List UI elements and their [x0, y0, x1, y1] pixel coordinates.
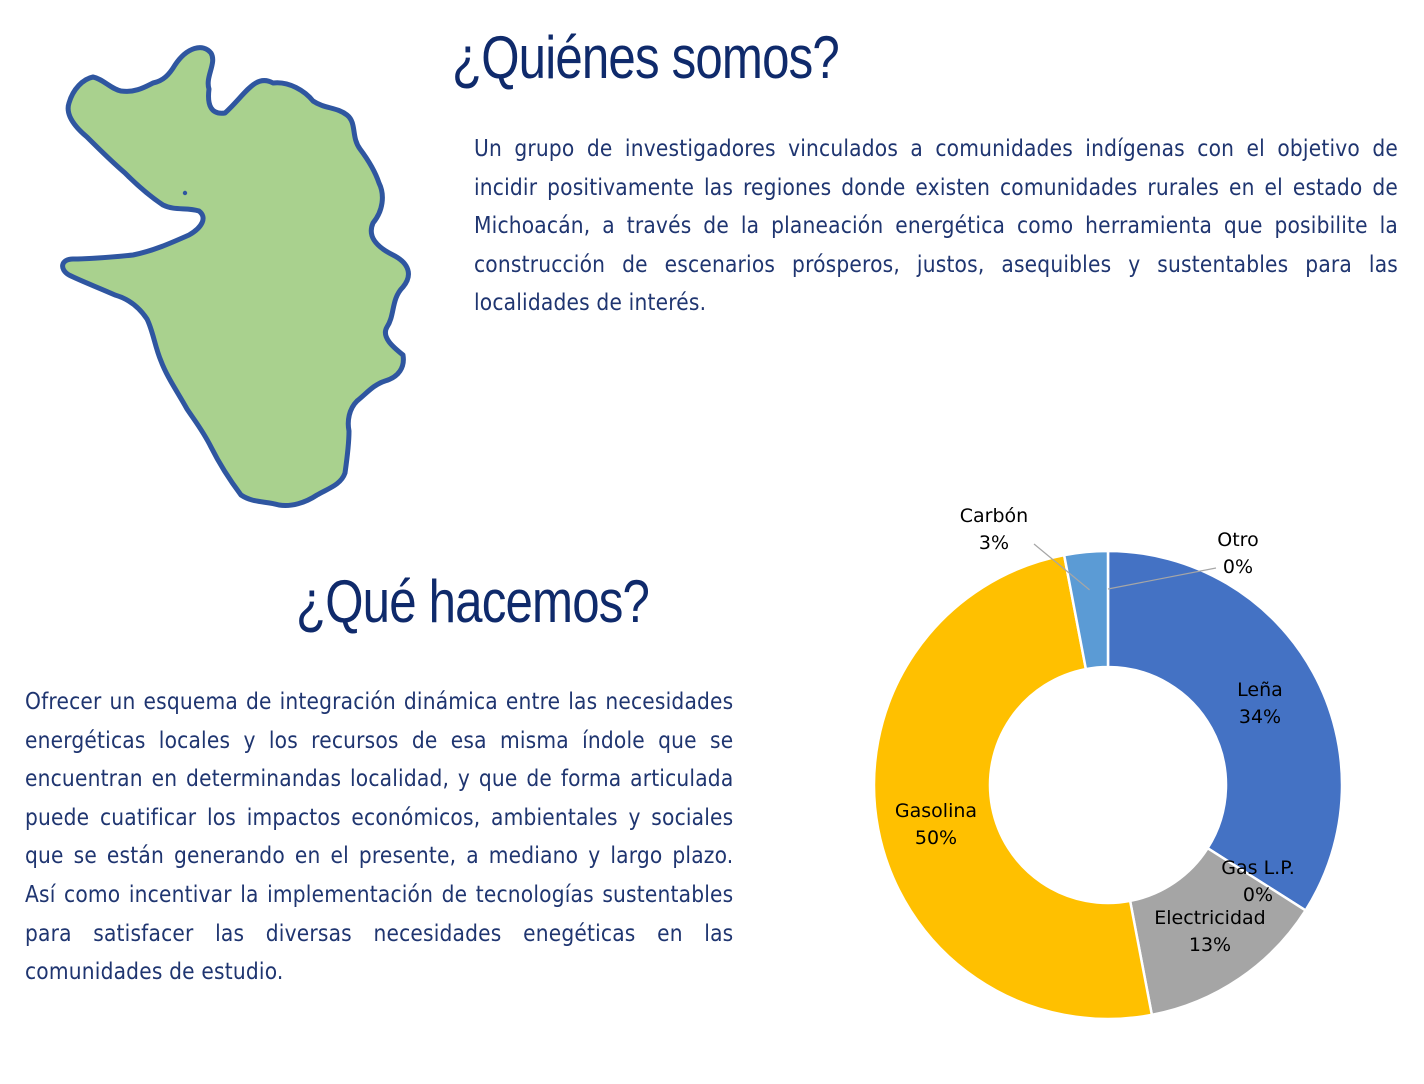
region-shape — [63, 48, 409, 506]
data-label: Leña 34% — [1237, 679, 1283, 728]
data-label: Gas L.P. 0% — [1221, 857, 1295, 906]
data-label: Otro 0% — [1217, 529, 1259, 578]
energy-donut-chart — [860, 490, 1380, 1050]
data-label: Carbón 3% — [959, 505, 1029, 554]
about-paragraph: Un grupo de investigadores vinculados a comunidades indígenas con el objetivo de incidir positivamente las regiones donde existen comunidades rurales en el estado de Michoacán, a través de la planeación energética como herramienta que posibilite la construcción de escenarios prósperos, justos, asequibles y sustentables para las localidades de interés. — [474, 136, 1398, 317]
data-label: Gasolina 50% — [894, 800, 978, 849]
michoacan-region-map — [55, 35, 425, 515]
mission-heading: ¿Qué hacemos? — [296, 568, 650, 635]
map-dot — [183, 191, 187, 195]
about-heading: ¿Quiénes somos? — [452, 24, 839, 91]
data-label: Electricidad 13% — [1154, 907, 1266, 956]
mission-paragraph: Ofrecer un esquema de integración dinámica entre las necesidades energéticas locales y los recursos de esa misma índole que se encuentran en determinandas localidad, y que de forma articulada puede cuatificar los impactos económicos, ambientales y sociales que se están generando en el presente, a mediano y largo plazo. Así como incentivar la implementación de tecnologías sustentables para satisfacer las diversas necesidades enegéticas en las comunidades de estudio. — [25, 689, 734, 986]
